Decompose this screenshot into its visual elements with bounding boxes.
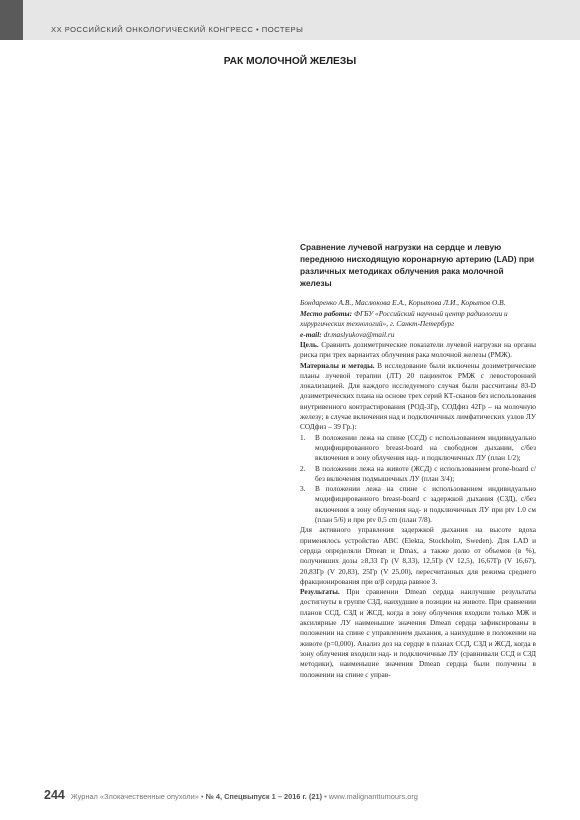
email-line [300,330,536,341]
footer [44,788,418,804]
goal-label: Цель. [300,340,319,349]
results-label: Результаты. [300,587,340,597]
section-title: РАК МОЛОЧНОЙ ЖЕЛЕЗЫ [223,56,357,67]
authors: Бондаренко А.В., Маслюкова Е.А., Корытова Л.И., Корытов О.В. [300,298,506,307]
issue-info: № 4, Спецвыпуск 1 – 2016 г. (21) [205,792,323,801]
list-item [300,433,536,464]
results-text: При сравнении Dmean сердца наилучшие результаты достигнуты в группе СЗД, наихудшие в позиции на животе. При сравнении планов ССД, СЗД и ЖСД, когда в зону облучения входили только МЖ и аксилярные ЛУ наименьшие значения Dmean сердца зафиксированы в положении на спине с управлением дыхания, а наихудшие в положении на животе (p=0,000). Анализ доз на сердце в планах ССД, СЗД и ЖСД, когда в зону облучения входили над- и подключичные ЛУ (сравнивали ССД и СЗД методики), наименьшие значения Dmean сердца были получены в положении на спине с управ- [300,587,536,679]
header-corner-block [0,0,23,40]
list-item-number: 2. [300,463,306,473]
list-item [300,484,536,525]
article-title: Сравнение лучевой нагрузки на сердце и левую переднюю нисходящую коронарную артерию (LAD) при различных методиках облучения рака молочной железы [300,242,535,288]
goal-text: Сравнить дозиметрические показатели лучевой нагрузки на органы риска при трех вариантах облучения рака молочной железы (РМЖ). [300,340,536,360]
list-item-number: 1. [300,432,306,442]
website-link[interactable]: www.malignanttumours.org [328,792,418,801]
affiliation [300,309,536,330]
footer-text [71,792,418,801]
page-number: 244 [44,788,65,802]
results-paragraph [300,587,536,680]
workplace: ФГБУ «Российский научный центр радиологии и хирургических технологий», г. Санкт-Петербург [300,308,508,328]
header-bar [23,0,580,40]
workplace-label: Место работы: [300,308,353,318]
goal-paragraph [300,340,536,361]
journal-name: Журнал «Злокачественные опухоли» [70,792,199,801]
methods-label: Материалы и методы. [300,360,375,370]
footer-separator: • [324,792,327,801]
methods-list [300,433,536,526]
methods-text: В исследование были включены дозиметрические планы лучевой терапии (ЛТ) 20 пациенток РМЖ с левосторонней локализацией. Для каждого исследуемого случая были рассчитаны 83-D дозиметрических плана на основе трех серий КТ-сканов без использования внутривенного контрастирования (РОД-3Гр, СОДфиз 42Гр – на молочную железу; в случае включения над и подключичных лимфатических узлов ЛУ СОДфиз – 39 Гр.): [300,360,536,432]
running-title: XX РОССИЙСКИЙ ОНКОЛОГИЧЕСКИЙ КОНГРЕСС • ПОСТЕРЫ [51,25,304,34]
after-list-paragraph: Для активного управления задержкой дыхания на высоте вдоха применялось устройство ABC (Elekta, Stockholm, Sweden). Для LAD и сердца определяли Dmean и Dmax, а также долю от объемов (в %), получивших дозы ≥8,33 Гр (V 8,33), 12,5Гр (V 12,5), 16,67Гр (V 16,67), 20,83Гр (V 20,83), 25Гр (V 25,00), пересчитанных для режима среднего фракционирования при α/β сердца равное 3. [300,525,536,586]
list-item [300,464,536,485]
footer-separator: • [200,792,204,801]
methods-paragraph [300,361,536,433]
email: dr.maslyukova@mail.ru [323,329,395,339]
list-item-text: В положении лежа на спине с использованием индивидуально модифицированного breast-board с задержкой дыхания (СЗД), с/без включения в зону облучения над- и подключичных ЛУ при ptv 1.0 см (план 5/6) и при ptv 0,5 cm (план 7/8). [315,484,536,525]
list-item-text: В положении лежа на спине (ССД) с использованием индивидуально модифицированного breast-board на свободном дыхании, с/без включения в зону облучения над- и подключичных ЛУ (план 1/2); [315,432,536,463]
list-item-text: В положении лежа на животе (ЖСД) с использованием prone-board с/без включения подмышечных ЛУ (план 3/4); [315,463,536,483]
email-label: e-mail: [300,329,322,339]
list-item-number: 3. [300,484,306,494]
article [300,241,536,680]
